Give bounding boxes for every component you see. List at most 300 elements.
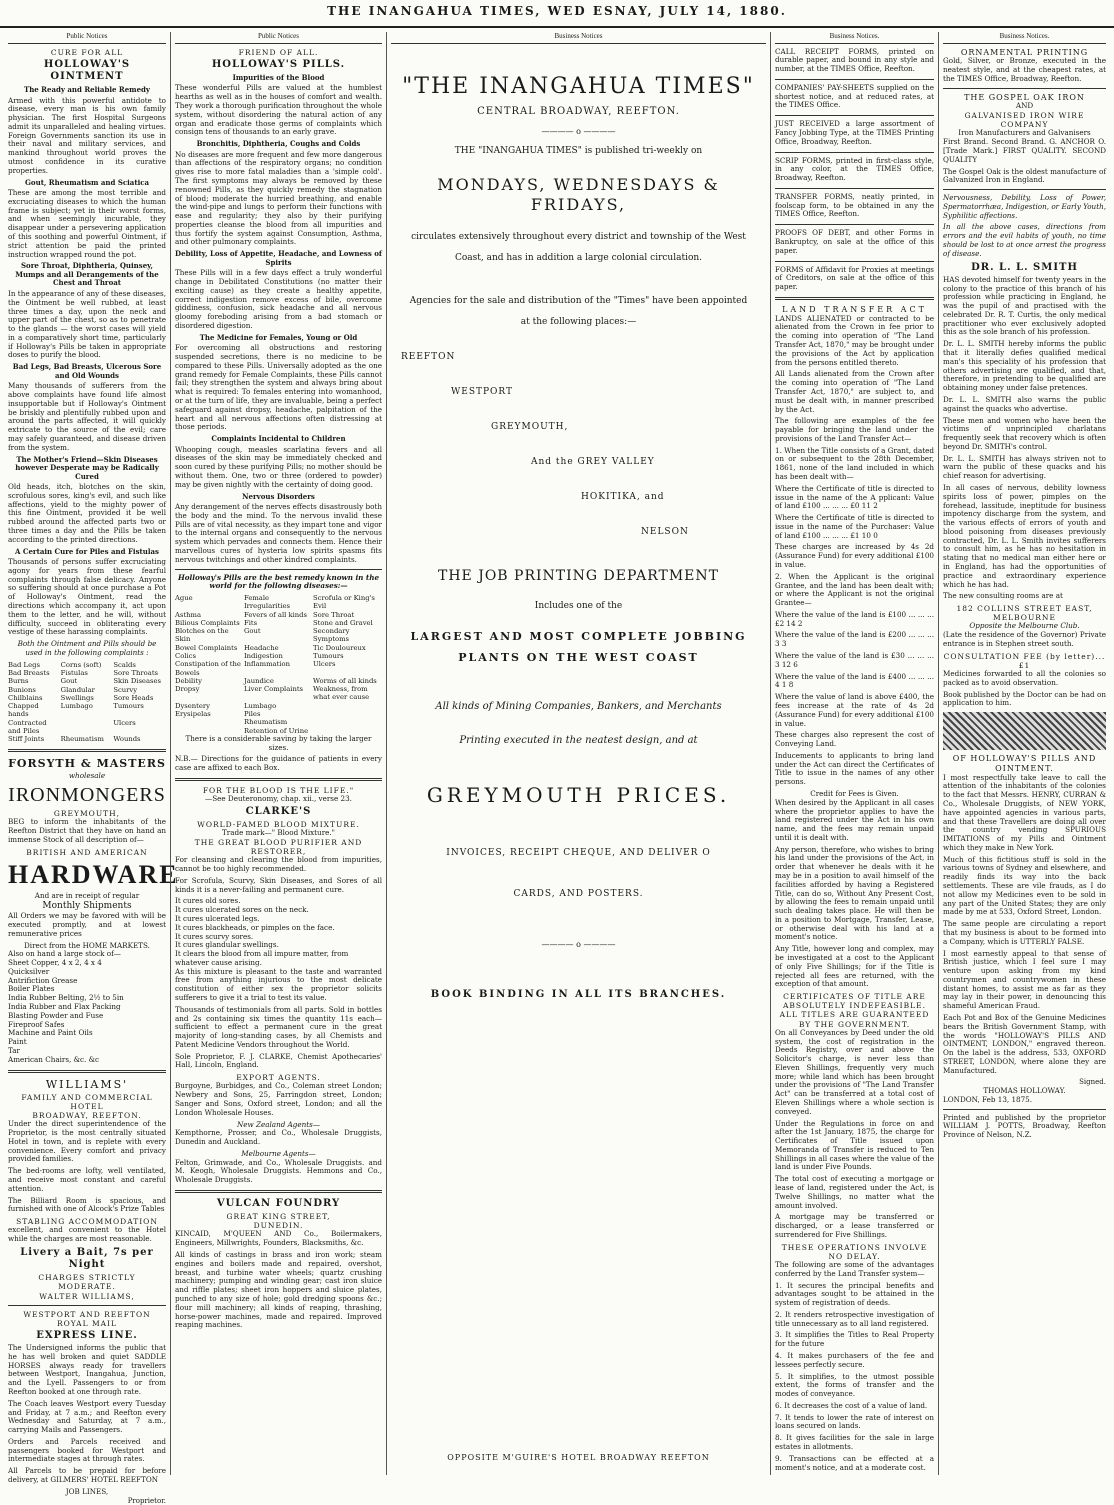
ad-note: N.B.— Directions for the guidance of patients in every case are affixed to each Box. — [175, 754, 382, 773]
divider-ornament: ———— o ———— — [541, 939, 616, 949]
ad-paragraph: Orders and Parcels received and passengers booked for Westport and intermediate stages at through rates. — [8, 1436, 166, 1464]
ad-heading: CURE FOR ALL — [50, 47, 124, 57]
divider — [8, 1070, 166, 1073]
ad-paragraph: Gold, Silver, or Bronze, executed in the neatest style, and at the cheapest rates, at the TIMES Office, Broadway, Reefton. — [943, 56, 1106, 83]
ad-dateline: LONDON, Feb 13, 1875. — [943, 1094, 1033, 1104]
fee-item: 1. When the Title consists of a Grant, dated on or subsequent to the 28th December, 1861, none of the land included in which has been dealt with— — [775, 445, 934, 481]
ad-signature: THOMAS HOLLOWAY. — [983, 1085, 1066, 1095]
ad-line: Livery a Bait, 7s per Night — [20, 1246, 154, 1271]
list-item: Rheumatism — [60, 735, 104, 744]
ad-paragraph: Dr. L. L. SMITH has always striven not to warn the public of these quacks and his chief reason for advertising. — [943, 453, 1106, 481]
agency-place: NELSON — [641, 527, 689, 538]
ad-paragraph: The same people are circulating a report that my business is about to be formed into a Company, which is UTTERLY FALSE. — [943, 919, 1106, 946]
fee-item: These charges also represent the cost of Conveying Land. — [775, 730, 934, 749]
ad-title: WILLIAMS' — [45, 1077, 129, 1091]
masthead — [0, 0, 1114, 28]
list-item: 6. It decreases the cost of a value of land. — [775, 1400, 928, 1410]
ad-paragraph: Under the direct superintendence of the Proprietor, is the most centrally situated Hotel in town, and is replete with every convenience. Every comfort and privacy provided families. — [8, 1119, 166, 1164]
divider — [943, 189, 1106, 190]
ad-paragraph: The new consulting rooms are at — [943, 591, 1063, 601]
ad-paragraph: These Pills will in a few days effect a truly wonderful change in Debilitated Constitutions (no matter their exciting cause) as they create a healthy appetite, correct indigestion remove excess of bile, overcome giddiness, confusion, sick headache and all nervous gloomy foreboding arising from a bad stomach or disordered digestion. — [175, 268, 382, 330]
list-item: American Chairs, &c. &c — [8, 1054, 100, 1064]
list-item: 9. Transactions can be effected at a moment's notice, and at a moderate cost. — [775, 1453, 934, 1472]
ad-note: Both the Ointment and Pills should be used in the following complaints : — [17, 639, 157, 657]
list-item: 8. It gives facilities for the sale in large estates in allotments. — [775, 1433, 934, 1452]
ad-subtitle: ALL TITLES ARE GUARANTEED BY THE GOVERNMENT. — [779, 1010, 930, 1029]
list-item: Headache — [244, 643, 279, 652]
ad-paragraph: First Brand. Second Brand. G. ANCHOR O. [Trade Mark.] FIRST QUALITY. SECOND QUALITY — [943, 137, 1106, 164]
ad-heading: FRIEND OF ALL. — [238, 47, 319, 57]
list-item: 7. It tends to lower the rate of interest on loans secured on lands. — [775, 1412, 934, 1431]
ad-line: WALTER WILLIAMS, — [39, 1291, 135, 1301]
list-item: Corns (soft) — [60, 660, 102, 669]
list-item: Bilious Complaints — [175, 618, 240, 627]
column-2 — [170, 32, 386, 1475]
list-item: Ulcers — [313, 660, 336, 669]
ad-paragraph: Thousands of persons suffer excruciating agony for years from these fearful complaints through false delicacy. Anyone so suffering should at once purchase a Pot of Holloway's Ointment, read the directions which accompany it, act upon them to the letter, and he will, without difficulty, succeed in obliterating every vestige of these harassing complaints. — [8, 557, 166, 637]
ad-paragraph: excellent, and convenient to the Hotel while the charges are most reasonable. — [8, 1225, 166, 1244]
ad-paragraph: Any person, therefore, who wishes to bring his land under the provisions of the Act, in order that whenever he deals with it he may be in a position to avail himself of the facilities afforded by having a Registered Title, can do so, Without Any Present Cost, by allowing the fees to remain unpaid until such dealing takes place. He will then be in a position to Mortgage, Transfer, Lease, or otherwise deal with his land at a moment's notice. — [775, 844, 934, 942]
list-item: India Rubber Belting, 2½ to 5in — [8, 993, 124, 1003]
ad-paragraph: Sole Proprietor, F. J. CLARKE, Chemist Apothecaries' Hall, Lincoln, England. — [175, 1051, 382, 1070]
ad-paragraph: The following are some of the advantages conferred by the Land Transfer system— — [775, 1259, 934, 1278]
ad-paragraph: Coast, and has in addition a large colonial circulation. — [454, 253, 703, 264]
list-item: Stone and Gravel — [313, 618, 373, 627]
list-item: Weakness, from what ever cause — [313, 685, 370, 702]
list-item: Dysentery — [175, 701, 211, 710]
ad-title: BOOK BINDING IN ALL ITS BRANCHES. — [430, 989, 727, 1001]
ad-paragraph: The Gospel Oak is the oldest manufacture of Galvanized Iron in England. — [943, 166, 1106, 185]
list-item: Liver Complaints — [244, 685, 304, 694]
ad-address: 182 COLLINS STREET EAST, MELBOURNE — [956, 604, 1093, 623]
ad-subtitle: The Ready and Reliable Remedy — [23, 85, 150, 95]
divider — [775, 115, 934, 116]
ad-subtitle: CERTIFICATES OF TITLE ARE ABSOLUTELY INDEFEASIBLE. — [783, 992, 926, 1011]
paper-address: CENTRAL BROADWAY, REEFTON. — [477, 106, 680, 118]
agency-place: GREYMOUTH, — [491, 422, 569, 433]
list-item: Sheet Copper, 4 x 2, 4 x 4 — [8, 958, 102, 968]
ad-subtitle: The Medicine for Females, Young or Old — [199, 332, 358, 342]
list-item: Skin Diseases — [113, 677, 161, 686]
list-item: Fits — [244, 618, 258, 627]
list-item: Inflammation — [244, 660, 290, 669]
ad-subtitle: The Mother's Friend—Skin Diseases however Desperate may be Radically Cured — [15, 454, 159, 481]
list-item: Gout — [244, 627, 261, 636]
ad-line: CARDS, AND POSTERS. — [513, 888, 644, 899]
list-item: 3. It simplifies the Titles to Real Property for the future — [775, 1330, 934, 1349]
list-item: Gout — [60, 677, 78, 686]
ad-paragraph: Includes one of the — [534, 601, 623, 612]
list-item: It cures blackheads, or pimples on the face. — [175, 922, 335, 932]
ad-line: BRITISH AND AMERICAN — [26, 847, 148, 857]
list-item: 2. It renders retrospective investigation of title unnecessary as to all land registered. — [775, 1309, 934, 1328]
ad-title: WESTPORT AND REEFTON — [23, 1309, 151, 1319]
list-item: Tumours — [113, 702, 144, 711]
ad-subtitle: Gout, Rheumatism and Sciatica — [24, 177, 150, 187]
list-item: Boiler Plates — [8, 984, 55, 994]
ad-subtitle: Credit for Fees is Given. — [810, 788, 899, 798]
ad-paragraph: Felton, Grimwade, and Co., Wholesale Druggists. and M. Keogh, Wholesale Druggists. Hemmons and Co., Wholesale Druggists. — [175, 1157, 382, 1185]
ad-line: DUNEDIN. — [253, 1221, 304, 1231]
list-item: Colics — [175, 652, 196, 661]
ad-paragraph: For cleansing and clearing the blood from impurities, cannot be too highly recommended. — [175, 855, 382, 874]
ad-paragraph: I most earnestly appeal to that sense of British justice, which I feel sure I may venture upon asking from my kind countrymen and countrywomen in these distant homes, to assist me as far as they may lay in their power, in denouncing this shameful American Fraud. — [943, 948, 1106, 1011]
fee-item: 2. When the Applicant is the original Grantee, and the land has been dealt with; or where the Applicant is not the original Grantee— — [775, 571, 934, 608]
list-item: 4. It makes purchasers of the fee and lessees perfectly secure. — [775, 1351, 934, 1369]
ad-paragraph: When desired by the Applicant in all cases where the proprietor applies to have the land registered under the Act in his own name, and the fees may remain unpaid until it is dealt with. — [775, 797, 934, 842]
ad-paragraph: In all cases of nervous, debility lowness spirits loss of power, pimples on the forehead, lassitude, ineptitude for business impotency discharge from the system, and the various effects of errors of youth and blood poisoning from diseases previously contracted, Dr. L. L. Smith invites sufferers to consult him, as he has no hesitation in stating that no medical man either here or in England, has had the opportunities of practice and extraordinary experience which he has had. — [943, 482, 1106, 589]
ad-paragraph: Under the Regulations in force on and after the 1st January, 1875, the charge for Certificates of Title issued upon Memoranda of Transfer is reduced to Ten Shillings in all cases where the value of the land is under Five Pounds. — [775, 1118, 934, 1172]
ad-paragraph: Any derangement of the nerves effects disastrously both the body and the mind. To the nervous invalid these Pills are of vital necessity, as they impart tone and vigor to the internal organs and consequently to the nervous system which pervades and connects them. Hence their marvellous cures of hysteria low spirits spasms fits nervous twitchings and other kindred complaints. — [175, 502, 382, 564]
ad-title: PLANTS ON THE WEST COAST — [458, 651, 699, 665]
fee-item: These charges are increased by 4s 2d (Assurance Fund) for every additional £100 in value. — [775, 542, 934, 569]
column-header: Public Notices — [8, 32, 166, 44]
ad-paragraph: All Orders we may be favored with will be executed promptly, and at lowest remunerative prices — [8, 911, 166, 938]
ad-paragraph: (Late the residence of the Governor) Private entrance is in Stephen street south. — [943, 630, 1106, 648]
ad-paragraph: Armed with this powerful antidote to disease, every man is his own family physician. The first Hospital Surgeons admit its unparalleled and healing virtues. Foreign Governments sanction its use in their naval and military services, and mankind throughout world proves the utmost confidence in its curative properties. — [8, 95, 166, 175]
divider — [775, 188, 934, 189]
list-item: Rheumatism — [244, 718, 288, 727]
divider — [775, 79, 934, 80]
list-item: Chapped hands — [8, 702, 39, 719]
stock-list — [8, 959, 166, 1064]
ad-title: GREYMOUTH PRICES. — [426, 783, 731, 808]
list-item: Fistulas — [60, 669, 88, 678]
ad-subtitle: Nervous Disorders — [242, 491, 315, 501]
ad-paragraph: These men and women who have been the victims of unprincipled charlatans frequently seek that recovery which is often beyond Dr. SMITH's control. — [943, 415, 1106, 451]
list-item: It cures glandular swellings. — [175, 940, 279, 950]
ad-paragraph: A mortgage may be transferred or discharged, or a lease transferred or surrendered for Five Shillings. — [775, 1212, 934, 1239]
ad-paragraph: Much of this fictitious stuff is sold in the various towns of Sydney and elsewhere, and readily finds its way into the back settlements. These are vile frauds, as I do not allow my Medicines even to be sold in any part of the United States; they are only made by me at 533, Oxford Street, London. — [943, 854, 1106, 917]
divider — [8, 1305, 166, 1306]
ad-title: OF HOLLOWAY'S PILLS AND OINTMENT. — [952, 754, 1097, 773]
ad-title: THE GOSPEL OAK IRON — [964, 92, 1085, 102]
fee-item: Where the Certificate of title is directed to issue in the name of the Purchaser: Value of land £100 ... ... ... £1 10 0 — [775, 513, 934, 540]
ad-line: All kinds of Mining Companies, Bankers, and Merchants — [435, 700, 722, 712]
list-item: Piles — [244, 710, 261, 719]
agency-place: HOKITIKA, and — [581, 492, 665, 503]
agency-place: And the GREY VALLEY — [531, 457, 655, 468]
list-item: Fireproof Safes — [8, 1019, 65, 1029]
list-item: Paint — [8, 1037, 27, 1047]
divider — [8, 749, 166, 752]
column-5 — [938, 32, 1110, 1475]
ad-subtitle: Debility, Loss of Appetite, Headache, and Lowness of Spirits — [175, 249, 382, 267]
ad-paragraph: Agencies for the sale and distribution of the "Times" have been appointed — [409, 296, 748, 307]
list-item: Indigestion — [244, 652, 283, 661]
ad-note: Holloway's Pills are the best remedy known in the world for the following diseases:— — [177, 572, 380, 591]
ad-paragraph: COMPANIES' PAY-SHEETS supplied on the shortest notice, and at reduced rates, at the TIMES Office. — [775, 82, 934, 110]
divider — [775, 152, 934, 153]
list-item: Chilblains — [8, 693, 43, 702]
ad-title: THE GREAT BLOOD PURIFIER AND RESTORER, — [194, 838, 363, 857]
ad-line: ROYAL MAIL — [57, 1318, 117, 1328]
divider — [775, 297, 934, 300]
list-item: Constipation of the Bowels — [175, 660, 241, 677]
ad-line: CHARGES STRICTLY MODERATE. — [38, 1273, 136, 1292]
ad-title: EXPRESS LINE. — [36, 1329, 138, 1341]
agency-place: WESTPORT — [451, 387, 514, 398]
ad-paragraph: Many thousands of sufferers from the above complaints have found life almost insupportable but if Holloway's Ointment be briskly and plentifully rubbed upon and around the parts affected, it will quickly extricate to the source of the evil; care may safely guaranteed, and disease driven from the system. — [8, 381, 166, 452]
list-item: Scrofula or King's Evil — [313, 594, 375, 611]
agency-place: REEFTON — [401, 352, 456, 363]
ad-title: LARGEST AND MOST COMPLETE JOBBING — [410, 630, 747, 644]
ad-title: FORSYTH & MASTERS — [8, 756, 166, 770]
ad-paragraph: KINCAID, M'QUEEN AND Co., Boilermakers, Engineers, Millwrights, Founders, Blacksmiths, &c. — [175, 1229, 382, 1248]
divider — [943, 88, 1106, 89]
ad-address: OPPOSITE M'GUIRE'S HOTEL BROADWAY REEFTON — [447, 1453, 710, 1463]
list-item: It clears the blood from all impure matter, from whatever cause arising. — [175, 949, 349, 967]
ad-paragraph: BEG to inform the inhabitants of the Reefton District that they have on hand an immense Stock of all description of— — [8, 817, 166, 844]
list-item: Fevers of all kinds — [244, 610, 307, 619]
list-item: Scurvy — [113, 685, 138, 694]
column-header: Business Notices. — [775, 32, 934, 44]
ad-signature: JOB LINES, — [65, 1486, 109, 1496]
divider — [943, 1109, 1106, 1110]
ad-paragraph: Burgoyne, Burbidges, and Co., Coleman street London; Newbery and Sons, 25, Farringdon street, London; Sanger and Sons, Oxford street, London; and all the London Wholesale Houses. — [175, 1081, 382, 1117]
divider — [175, 778, 382, 781]
ad-title: LAND TRANSFER ACT — [782, 304, 927, 314]
list-item: It cures ulcerated sores on the neck. — [175, 905, 309, 915]
ad-paragraph: These are among the most terrible and excruciating diseases to which the human frame is subject; yet in their worst forms, and when seemingly incurable, they disappear under a persevering application of this soothing and powerful Ointment, if strict attention be paid the printed instruction wrapped round the pot. — [8, 188, 166, 259]
ad-paragraph: Any Title, however long and complex, may be investigated at a cost to the Applicant of only Five Shillings; for if the Title is rejected all fees are returned, with the exception of that amount. — [775, 944, 934, 989]
list-item: Bowel Complaints — [175, 643, 238, 652]
list-item: Bad Breasts — [8, 669, 50, 678]
list-item: It cures old sores. — [175, 896, 241, 906]
ad-line: Opposite the Melbourne Club. — [969, 621, 1080, 631]
ad-line: wholesale — [68, 770, 106, 780]
engraving-image — [943, 712, 1106, 750]
ad-paragraph: HAS devoted himself for twenty years in the colony to the practice of this branch of his profession while practicing in England, he was the pupil of and practised with the celebrated Dr. R. T. Curtis, the only medical practitioner who ever exclusively adopted this as the sole branch of his profession. — [943, 274, 1106, 337]
list-item: Tar — [8, 1045, 20, 1055]
ad-paragraph: The following are examples of the fee payable for bringing the land under the provisions of the Land Transfer Act— — [775, 416, 934, 443]
ad-title: IRONMONGERS — [8, 783, 166, 806]
complaints-list — [8, 661, 166, 744]
ad-paragraph: Whooping cough, measles scarlatina fevers and all diseases of the skin may be immediately checked and soon cured by these purifying Pills; no mother should be without them. One, two or three (ordered to powder) may be given nightly with the certainty of doing good. — [175, 444, 382, 489]
list-item: 5. It simplifies, to the utmost possible extent, the forms of transfer and the modes of conveyance. — [775, 1371, 934, 1399]
ad-line: AND — [1015, 101, 1034, 111]
divider — [775, 261, 934, 262]
divider — [175, 569, 382, 570]
paper-title: "THE INANGAHUA TIMES" — [402, 73, 755, 99]
list-item: Lumbago — [244, 701, 277, 710]
list-item: Sore Throat — [313, 610, 355, 619]
masthead-title: THE INANGAHUA TIMES, WED ESNAY, JULY 14, 1880. — [327, 4, 787, 18]
ad-line: BROADWAY, REEFTON. — [32, 1111, 142, 1121]
ad-paragraph: JUST RECEIVED a large assortment of Fancy Jobbing Type, at the TIMES Printing Office, Broadway, Reefton. — [775, 119, 934, 146]
ad-subtitle: New Zealand Agents— — [236, 1119, 321, 1129]
ad-subtitle: THESE OPERATIONS INVOLVE NO DELAY. — [781, 1242, 928, 1261]
ad-paragraph: The Billiard Room is spacious, and furnished with one of Alcock's Prize Tables — [8, 1195, 166, 1214]
fee-item: Where the value of the land is £100 ... ... ... £2 14 2 — [775, 609, 934, 628]
list-item — [61, 719, 114, 736]
ad-line: Iron Manufacturers and Galvanisers — [958, 128, 1091, 138]
ad-line: And are in receipt of regular — [34, 891, 140, 901]
ad-paragraph: These wonderful Pills are valued at the humblest hearths as well as in the houses of comfort and wealth. They work a thorough purification throughout the whole system, without disordering the natural action of any organ and eradicate those germs of complaints which consign tens of thousands to an early grave. — [175, 83, 382, 137]
list-item: Debility — [175, 676, 202, 685]
ad-title: HOLLOWAY'S PILLS. — [211, 58, 346, 70]
cures-list — [175, 897, 382, 967]
list-item — [313, 702, 382, 710]
fee-item: Where the value of the land is £200 ... ... ... 3 3 — [775, 630, 934, 649]
ad-paragraph: In all the above cases, directions from errors and the evil habits of youth, no time should be lost to at once arrest the progress of disease. — [943, 222, 1106, 258]
ad-paragraph: Nervousness, Debility, Loss of Power, Spermatorrhæa, Indigestion, or Early Youth, Syphilitic affections. — [943, 193, 1106, 220]
ad-paragraph: FORMS of Affidavit for Proxies at meetings of Creditors, on sale at the office of this paper. — [775, 264, 934, 292]
ad-title: WORLD-FAMED BLOOD MIXTURE. — [197, 820, 360, 830]
divider-ornament: ———— o ———— — [541, 126, 616, 136]
ad-subtitle: Impurities of the Blood — [232, 72, 325, 82]
column-header: Public Notices — [175, 32, 382, 44]
ad-paragraph: Old heads, itch, blotches on the skin, scrofulous sores, king's evil, and such like affections, yield to the mighty power of this fine Ointment, provided it be well rubbed around the affected parts two or three times a day and the Pills be taken according to the printed directions. — [8, 482, 166, 544]
list-item: It cures scurvy sores. — [175, 931, 254, 941]
ad-paragraph: All Parcels to be prepaid for before delivery, at GILMERS' HOTEL REEFTON — [8, 1466, 166, 1485]
list-item: Worms of all kinds — [313, 676, 377, 685]
list-item: It cures ulcerated legs. — [175, 913, 260, 923]
ad-paragraph: CALL RECEIPT FORMS, printed on durable paper, and bound in any style and number, at the TIMES Office, Reefton. — [775, 46, 934, 74]
ad-paragraph: The total cost of executing a mortgage or lease of land, registered under the Act, is Twelve Shillings, no matter what the amount involved. — [775, 1174, 934, 1210]
ad-paragraph: LANDS ALIENATED or contracted to be alienated from the Crown in fee prior to the coming into operation of "The Land Transfer Act, 1870," may be brought under the provisions of the Act by application from the persons entitled thereto. — [775, 313, 934, 367]
ad-title: VULCAN FOUNDRY — [216, 1198, 341, 1209]
list-item: Contracted and Piles — [8, 718, 47, 735]
ad-title: CLARKE'S — [245, 805, 312, 817]
list-item: Bad Legs — [8, 660, 40, 669]
list-item: Bunions — [8, 685, 36, 694]
list-item — [175, 718, 244, 726]
ad-subtitle: EXPORT AGENTS. — [236, 1073, 321, 1083]
list-item: Antrifiction Grease — [8, 975, 78, 985]
ad-paragraph: PROOFS OF DEBT, and other Forms in Bankruptcy, on sale at the office of this paper. — [775, 228, 934, 255]
ad-paragraph: The Coach leaves Westport every Tuesday and Friday, at 7 a.m.; and Reefton every Wednesday and Saturday, at 7 a.m., carrying Mails and Passengers. — [8, 1398, 166, 1435]
fee-item: Where the value of the land is £30 ... ... ... 3 12 6 — [775, 651, 934, 669]
list-item: Glandular — [60, 685, 95, 694]
ad-title: DR. L. L. SMITH — [971, 261, 1078, 273]
publication-days: MONDAYS, WEDNESDAYS & FRIDAYS, — [437, 175, 720, 214]
list-item: Tumours — [313, 652, 344, 661]
list-item: Blasting Powder and Fuse — [8, 1010, 104, 1020]
ad-note: There is a considerable saving by taking the larger sizes. — [185, 733, 372, 752]
ad-paragraph: Each Pot and Box of the Genuine Medicines bears the British Government Stamp, with the words "HOLLOWAY'S PILLS AND OINTMENT, LONDON," engraved thereon. On the label is the address, 533, OXFORD STREET, LONDON, where alone they are Manufactured. — [943, 1012, 1106, 1075]
list-item — [313, 718, 382, 726]
ad-line: CONSULTATION FEE (by letter)... £1 — [943, 651, 1106, 670]
ad-paragraph: circulates extensively throughout every district and township of the West — [411, 232, 746, 243]
ad-paragraph: For Scrofula, Scurvy, Skin Diseases, and Sores of all kinds it is a never-failing and permanent cure. — [175, 875, 382, 894]
ad-subtitle: Complaints Incidental to Children — [211, 434, 346, 444]
list-item: Burns — [8, 677, 29, 686]
ad-paragraph: Dr. L. L. SMITH also warns the public against the quacks who advertise. — [943, 394, 1106, 413]
fee-item: Where the Certificate of title is directed to issue in the name of the A pplicant: Value of land £100 ... ... ... £0 11 2 — [775, 483, 934, 511]
job-printing-title: THE JOB PRINTING DEPARTMENT — [437, 567, 719, 584]
diseases-list — [175, 594, 382, 735]
ad-title: HARDWARE — [8, 859, 179, 889]
list-item: Swellings — [60, 693, 94, 702]
ad-line: —See Deuteronomy, chap. xii., verse 23. — [205, 794, 352, 804]
ad-line: FAMILY AND COMMERCIAL — [21, 1092, 153, 1102]
ad-line: HOTEL — [70, 1102, 104, 1112]
ad-subtitle: A Certain Cure for Piles and Fistulas — [15, 546, 159, 556]
list-item: Ulcers — [113, 718, 136, 727]
ad-signature: Proprietor. — [127, 1496, 166, 1505]
column-header: Business Notices. — [943, 32, 1106, 44]
ad-line: GREAT KING STREET, — [226, 1212, 331, 1222]
ad-paragraph: As this mixture is pleasant to the taste and warranted free from anything injurious to the most delicate constitution of either sex the proprietor solicits sufferers to give it a trial to test its value. — [175, 966, 382, 1003]
list-item: Erysipelas — [175, 710, 211, 719]
ad-line: Trade mark—" Blood Mixture." — [222, 828, 335, 838]
list-item: Secondary Symptoms — [313, 627, 350, 644]
fee-item: Where the value of land is above £400, the fees increase at the rate of 4s 2d (Assurance Fund) for every additional £100 in value. — [775, 692, 934, 728]
ad-signature: Signed. — [1079, 1078, 1106, 1087]
ad-line: Monthly Shipments — [42, 901, 132, 912]
list-item: Wounds — [113, 735, 141, 744]
ad-subtitle: Bronchitis, Diphtheria, Coughs and Colds — [196, 139, 361, 149]
ad-line: GREYMOUTH, — [53, 809, 121, 819]
ad-paragraph: On all Conveyances by Deed under the old system, the cost of registration in the Deeds Registry, over and above the Solicitor's charge, is never less than Eleven Shillings, frequently very much more; while land which has been brought under the provisions of "The Land Transfer Act" can be transferred at a total cost of Eleven Shillings where a whole section is conveyed. — [775, 1027, 934, 1116]
ad-paragraph: I most respectfully take leave to call the attention of the inhabitants of the colonies to the fact that Messrs. HENRY, CURRAN & Co., Wholesale Druggists, of NEW YORK, have appointed agencies in various parts, and that these Travellers are doing all over the country vending SPURIOUS IMITATIONS of my Pills and Ointment which they make in New York. — [943, 772, 1106, 852]
list-item: Female Irregularities — [244, 594, 290, 611]
ad-subtitle: Melbourne Agents— — [241, 1148, 316, 1158]
column-4 — [770, 32, 938, 1475]
ad-title: FOR THE BLOOD IS THE LIFE." — [202, 785, 355, 795]
divider — [775, 224, 934, 225]
ad-title: HOLLOWAY'S OINTMENT — [43, 58, 131, 82]
ad-paragraph: For overcoming all obstructions and restoring suspended secretions, there is no medicine to be compared to these Pills. Universally adopted as the one grand remedy for Female Complaints, these Pills cannot fail; they strengthen the system and always bring about what is required: To females entering into womanhood, or at the turn of life, they are invaluable, being a perfect safeguard against dropsy, headache, palpitation of the heart and all nervous affections often distressing at those periods. — [175, 343, 382, 432]
list-item: Machine and Paint Oils — [8, 1028, 93, 1038]
ad-line: Direct from the HOME MARKETS. — [24, 940, 150, 950]
list-item: Retention of Urine — [244, 726, 309, 735]
list-item: Ague — [175, 594, 193, 603]
ad-title: GALVANISED IRON WIRE COMPANY — [964, 111, 1085, 130]
list-item: Lumbago — [60, 702, 93, 711]
imprint: Printed and published by the proprietor WILLIAM J. POTTS, Broadway, Reefton Province of Nelson, N.Z. — [943, 1112, 1106, 1140]
column-3 — [386, 32, 770, 1475]
ad-paragraph: All kinds of castings in brass and iron work; steam engines and boilers made and repaired, overshot, breast, and turbine water wheels; quartz crushing machinery; pumping and winding gear; cast iron sluice and riffle plates; sheet iron hoppers and sluice plates, punched to any size of hole; gold dredging spoons &c.; flour mill machinery; all kinds of reaping, thrashing, horse-power machines, made and repaired. Improved reaping machines. — [175, 1250, 382, 1330]
ad-paragraph: Kempthorne, Prosser, and Co., Wholesale Druggists, Dunedin and Auckland. — [175, 1128, 382, 1147]
ad-paragraph: SCRIP FORMS, printed in first-class style, in any color, at the TIMES Office, Broadway, Reefton. — [775, 155, 934, 183]
column-1 — [4, 32, 179, 1505]
list-item: Tic Douloureux — [313, 643, 366, 652]
ad-paragraph: at the following places:— — [520, 317, 637, 328]
list-item: Asthma — [175, 610, 202, 619]
ad-paragraph: THE "INANGAHUA TIMES" is published tri-weekly on — [454, 146, 703, 157]
ad-paragraph: TRANSFER FORMS, neatly printed, in foolscap form, to be obtained in any the TIMES Office, Reefton. — [775, 191, 934, 219]
ad-line: INVOICES, RECEIPT CHEQUE, AND DELIVER O — [446, 847, 711, 858]
list-item: Sore Throats — [113, 669, 159, 678]
list-item: India Rubber and Flax Packing — [8, 1002, 121, 1012]
ad-subtitle: Sore Throat, Diphtheria, Quinsey, Mumps and all Derangements of the Chest and Throat — [15, 261, 159, 288]
ad-paragraph: Thousands of testimonials from all parts. Sold in bottles and 2s containing six times the quantity 11s each—sufficient to effect a permanent cure in the great majority of long-standing cases, by all Chemists and Patent Medicine Vendors throughout the World. — [175, 1004, 382, 1049]
divider — [175, 1190, 382, 1193]
ad-paragraph: In the appearance of any of these diseases, the Ointment be well rubbed, at least three times a day, upon the neck and upper part of the chest, so as to penetrate to the glands — the worst cases will yield in a comparatively short time, particularly if Holloway's Pills be taken in appropriate doses to purify the blood. — [8, 288, 166, 360]
ad-line: Printing executed in the neatest design, and at — [459, 735, 698, 747]
ad-paragraph: Inducements to applicants to bring land under the Act can direct the Certificates of Title to issue in the names of any other persons. — [775, 750, 934, 787]
ad-line: STABLING ACCOMMODATION — [16, 1217, 158, 1227]
fee-item: Where the value of the land is £400 ... ... ... 4 1 8 — [775, 671, 934, 690]
ad-subtitle: Bad Legs, Bad Breasts, Ulcerous Sore and Old Wounds — [12, 362, 162, 380]
ad-title: ORNAMENTAL PRINTING — [960, 47, 1089, 57]
ad-paragraph: Dr. L. L. SMITH hereby informs the public that it literally defies qualified medical man's this speciality of his profession that others advertising are qualified, and that, therefore, in pretending to be qualified are obtaining money under false pretences. — [943, 339, 1106, 393]
list-item: Blotches on the Skin — [175, 627, 229, 644]
column-header: Business Notices — [391, 32, 766, 44]
list-item — [313, 710, 382, 718]
ad-paragraph: Medicines forwarded to all the colonies so packed as to avoid observation. — [943, 669, 1106, 687]
list-item: Jaundice — [244, 676, 274, 685]
list-item: Quicksilver — [8, 966, 50, 976]
ad-line: Also on hand a large stock of— — [8, 949, 121, 959]
ad-paragraph: All Lands alienated from the Crown after the coming into operation of "The Land Transfer Act, 1870," are subject to, and must be dealt with, in manner prescribed by the Act. — [775, 369, 934, 414]
list-item: Stiff Joints — [8, 735, 45, 744]
list-item: Scalds — [113, 660, 136, 669]
ad-paragraph: The bed-rooms are lofty, well ventilated, and receive most constant and careful attention. — [8, 1166, 166, 1193]
ad-paragraph: Book published by the Doctor can be had on application to him. — [943, 689, 1106, 708]
